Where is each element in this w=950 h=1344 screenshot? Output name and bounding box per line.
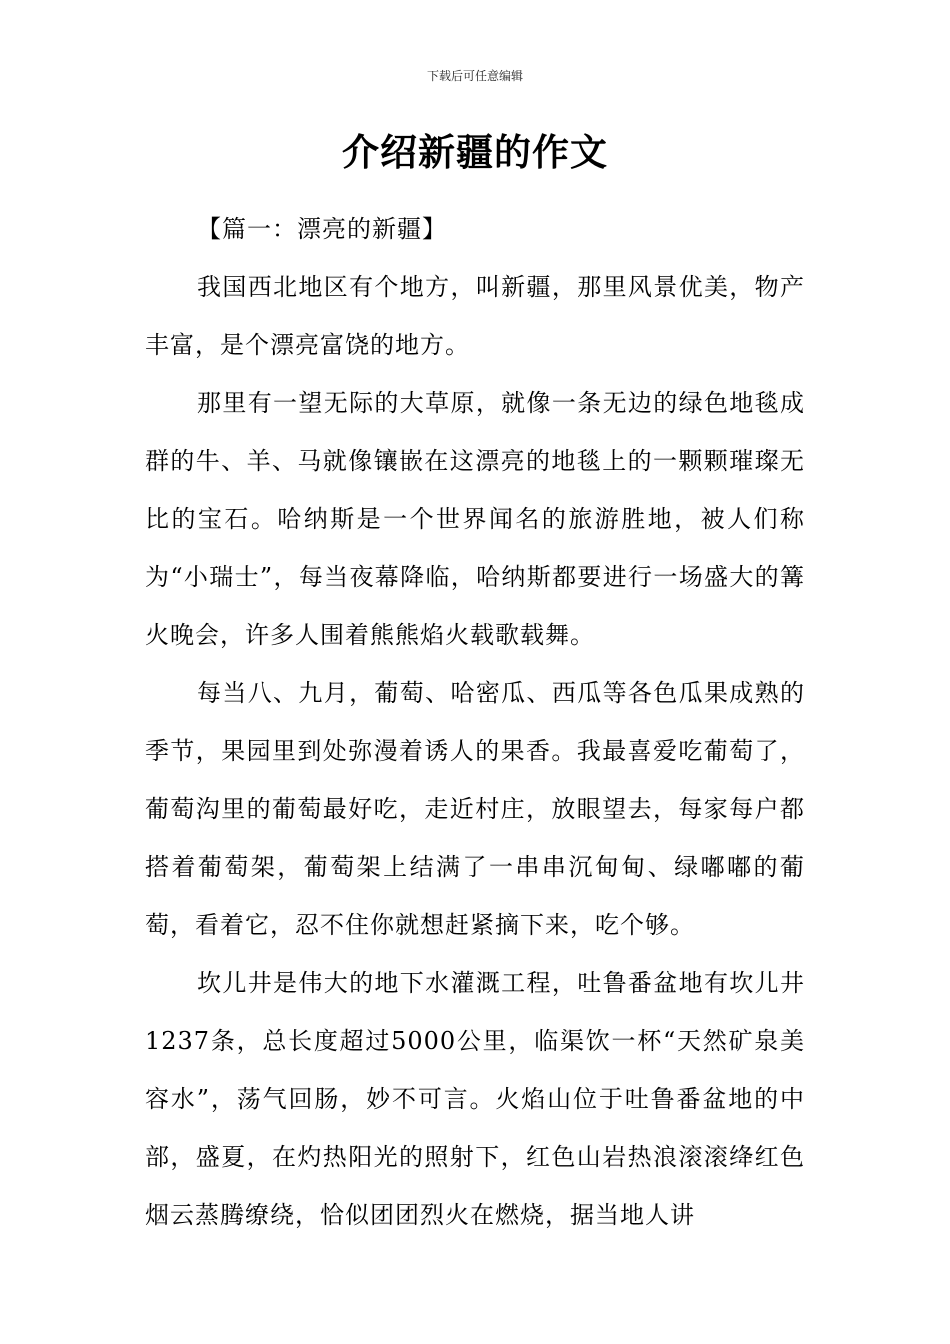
document-body: [145, 200, 805, 1244]
document-title: 介绍新疆的作文: [342, 131, 608, 174]
paragraph-3: 每当八、九月，葡萄、哈密瓜、西瓜等各色瓜果成熟的季节，果园里到处弥漫着诱人的果香。我最喜爱吃葡萄了，葡萄沟里的葡萄最好吃，走近村庄，放眼望去，每家每户都搭着葡萄架，葡萄架上结满了一串串沉甸甸、绿嘟嘟的葡萄，看着它，忍不住你就想赶紧摘下来，吃个够。: [145, 679, 805, 939]
paragraph-4: 坎儿井是伟大的地下水灌溉工程，吐鲁番盆地有坎儿井1237条，总长度超过5000公里，临渠饮一杯“天然矿泉美容水”，荡气回肠，妙不可言。火焰山位于吐鲁番盆地的中部，盛夏，在灼热阳光的照射下，红色山岩热浪滚滚绛红色烟云蒸腾缭绕，恰似团团烈火在燃烧，据当地人讲: [145, 969, 805, 1229]
header-note: 下载后可任意编辑: [426, 69, 523, 83]
paragraph-1: 我国西北地区有个地方，叫新疆，那里风景优美，物产丰富，是个漂亮富饶的地方。: [145, 273, 805, 359]
paragraph-2: 那里有一望无际的大草原，就像一条无边的绿色地毯成群的牛、羊、马就像镶嵌在这漂亮的地毯上的一颗颗璀璨无比的宝石。哈纳斯是一个世界闻名的旅游胜地，被人们称为“小瑞士”，每当夜幕降临，哈纳斯都要进行一场盛大的篝火晚会，许多人围着熊熊焰火载歌载舞。: [145, 389, 805, 649]
section-heading: 【篇一：漂亮的新疆】: [197, 215, 447, 243]
